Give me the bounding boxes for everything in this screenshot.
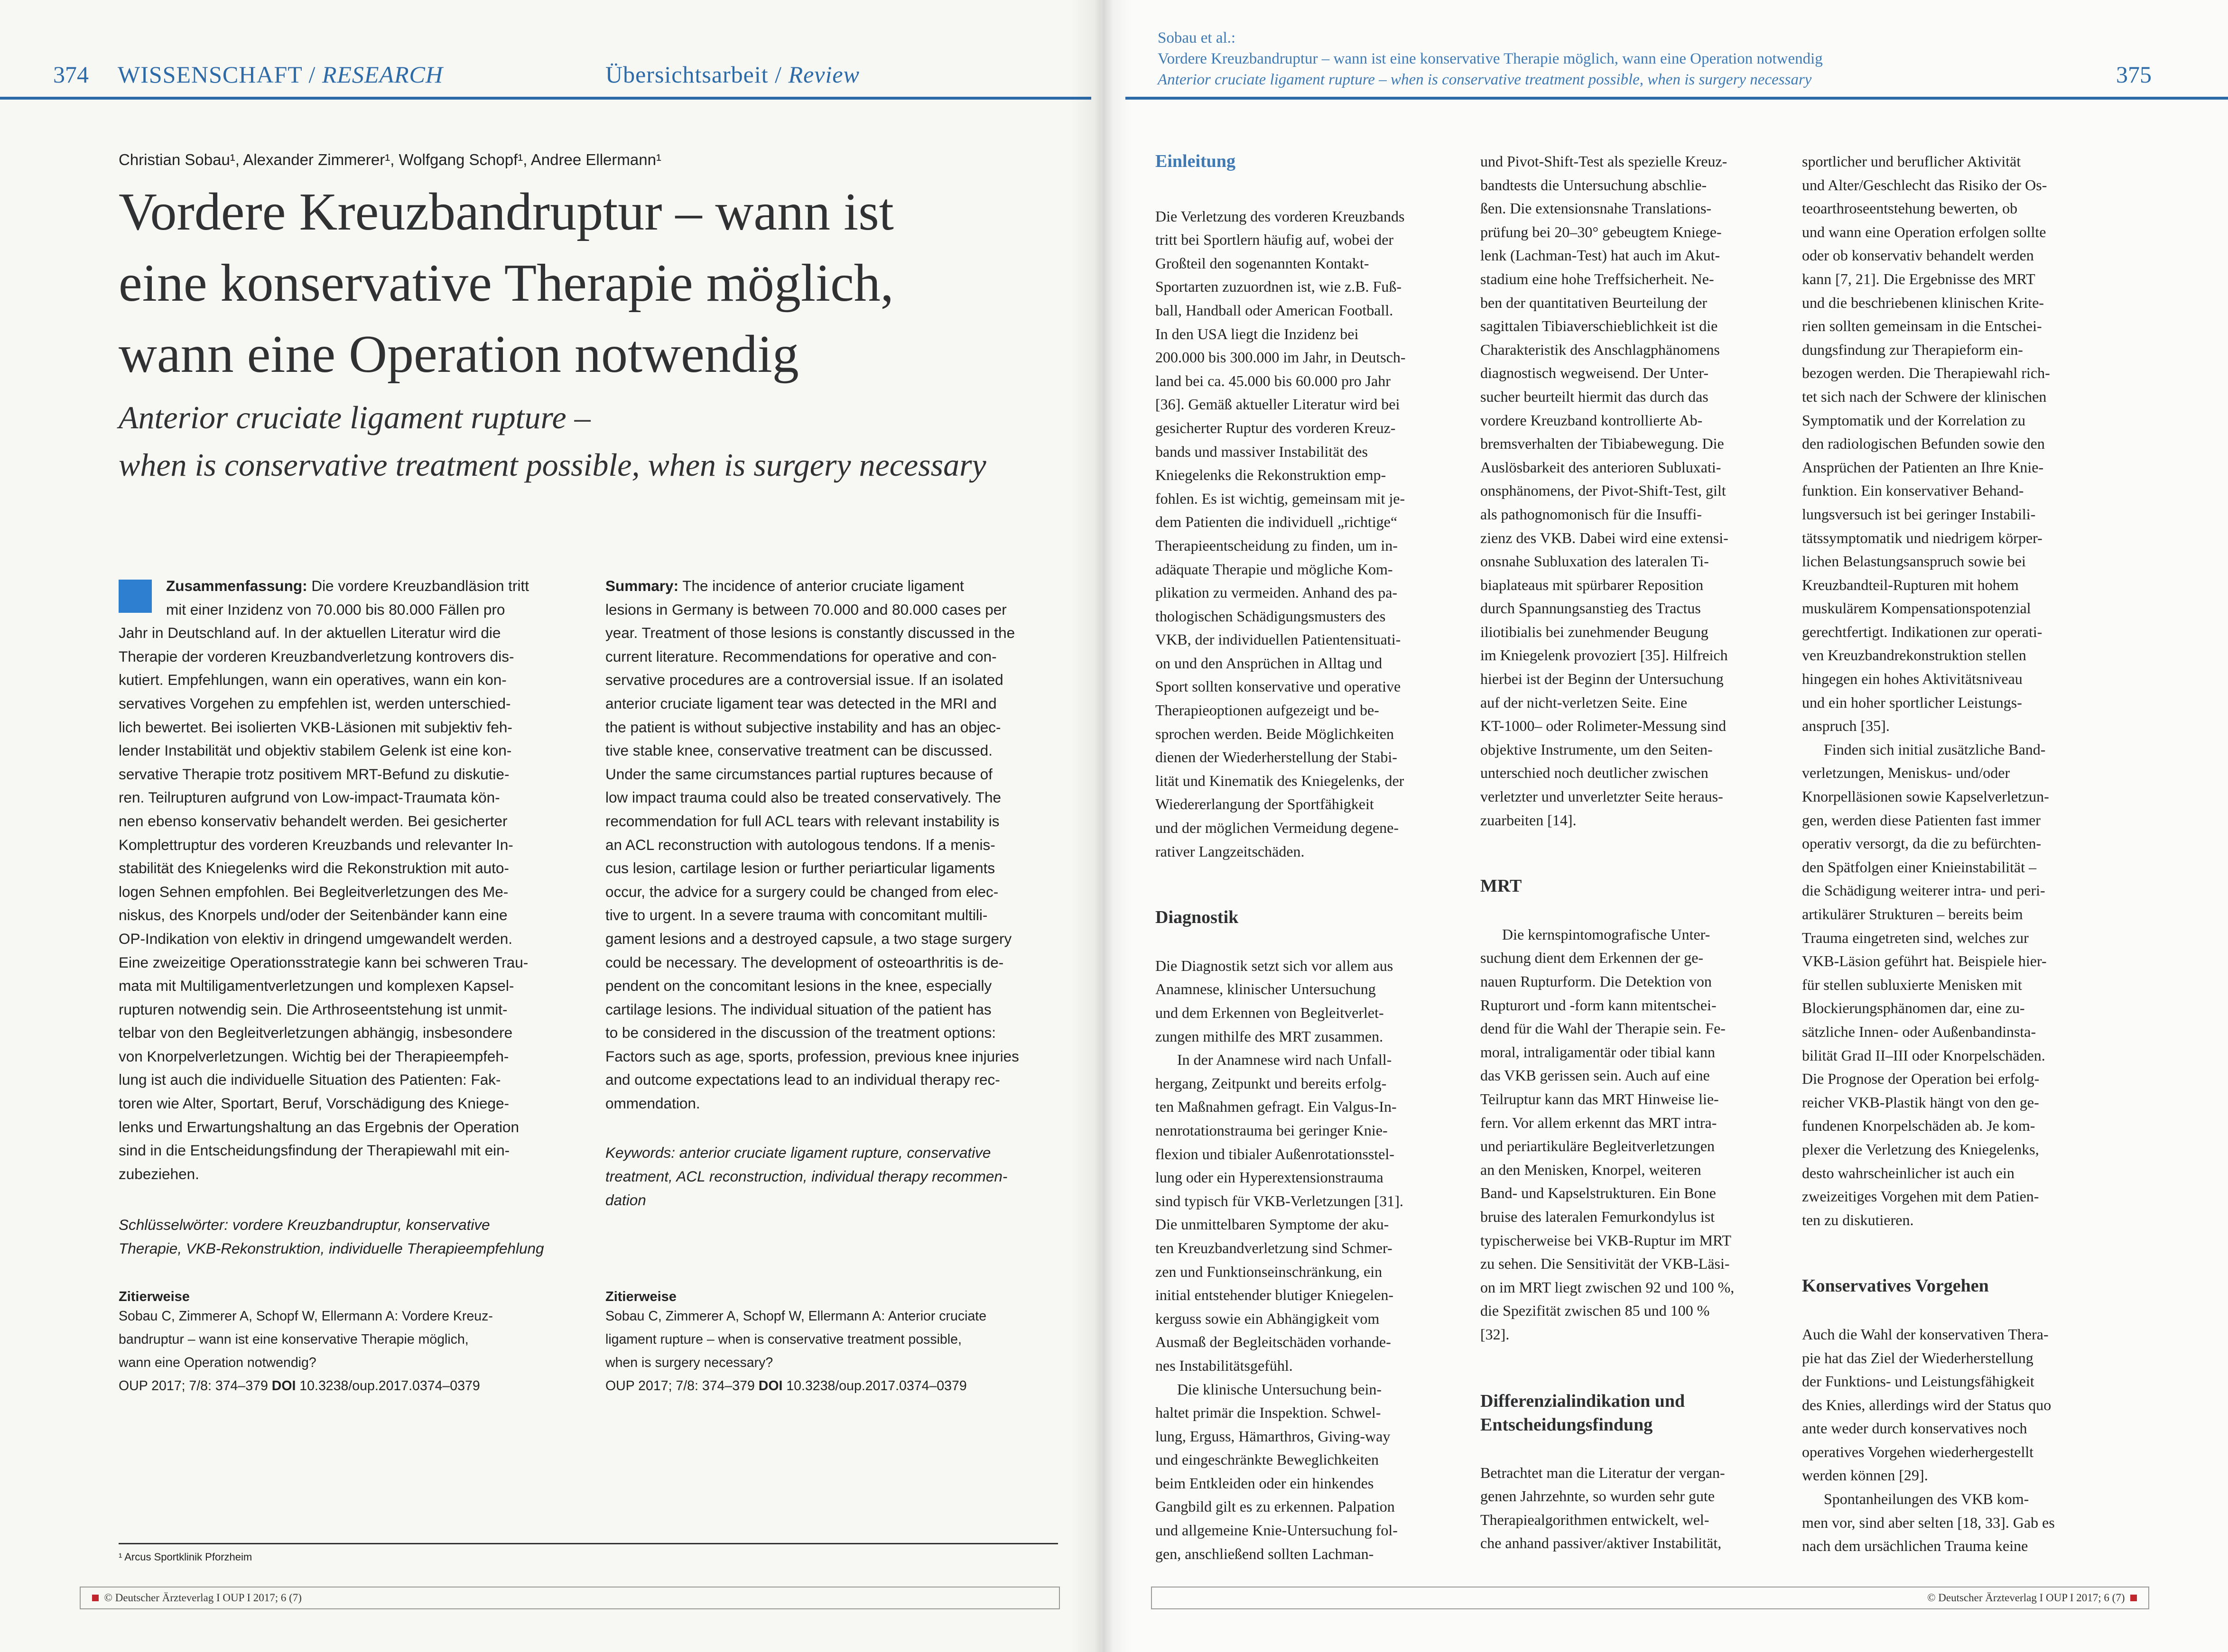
abstract-de-line: Jahr in Deutschland auf. In der aktuellen Literatur wird die	[119, 624, 501, 642]
abstract-en-line: current literature. Recommendations for operative and con-	[605, 647, 997, 665]
citation-de-line: bandruptur – wann ist eine konservative Therapie möglich,	[119, 1332, 469, 1347]
abstract-de-line: mit einer Inzidenz von 70.000 bis 80.000 Fällen pro	[166, 600, 505, 618]
abstract-en-label: Summary:	[605, 577, 679, 594]
header-rule	[0, 97, 1091, 100]
keywords-de-line: Therapie, VKB-Rekonstruktion, individuelle Therapieempfehlung	[119, 1240, 544, 1257]
abstract-de-label: Zusammenfassung:	[166, 577, 307, 594]
abstract-en-line: recommendation for full ACL tears with relevant instability is	[605, 812, 1000, 830]
abstract-de-line: servatives Vorgehen zu empfehlen ist, werden unterschied-	[119, 694, 511, 712]
abstract-de-line: Therapie der vorderen Kreuzbandverletzung kontrovers dis-	[119, 647, 514, 665]
citation-en-line: Sobau C, Zimmerer A, Schopf W, Ellermann A: Anterior cruciate	[605, 1309, 987, 1324]
paragraph-lachman: und Pivot-Shift-Test als spezielle Kreuz- bandtests die Untersuchung abschlie- ßen. Die extensionsnahe Translations- prüfung bei 20–30° gebeugtem Kniege- lenk (Lachman-Test) hat auch im Akut- stadium eine hohe Treffsicherheit. Ne- ben der quantitativen Beurteilung der sagittalen Tibiaverschieblichkeit ist die Charakteristik des Anschlagphänomens diagnostisch wegweisend. Der Unter- sucher beurteilt hiermit das durch das vordere Kreuzband kontrollierte Ab- bremsverhalten der Tibiabewegung. Die Auslösbarkeit des anterioren Subluxati- onsphänomens, der Pivot-Shift-Test, gilt als pathognomonisch für die Insuffi- zienz des VKB. Dabei wird eine extensi- onsnahe Subluxation des lateralen Ti- biaplateaus mit spürbarer Reposition durch Spannungsanstieg des Tractus iliotibialis bei zunehmender Beugung im Kniegelenk provoziert [35]. Hilfreich hierbei ist der Beginn der Untersuchung auf der nicht-verletzen Seite. Eine KT-1000– oder Rolimeter-Messung sind objektive Instrumente, um den Seiten- unterschied noch deutlicher zwischen verletzter und unverletzter Seite heraus- zuarbeiten [14].	[1480, 153, 1728, 829]
doi-label: DOI	[271, 1378, 296, 1394]
abstract-de-line: OP-Indikation von elektiv in dringend umgewandelt werden.	[119, 930, 512, 947]
abstract-en-line: gament lesions and a destroyed capsule, a two stage surgery	[605, 930, 1012, 947]
running-head-authors: Sobau et al.:	[1158, 29, 1236, 46]
paragraph-mrt: Die kernspintomografische Unter- suchung dient dem Erkennen der ge- nauen Rupturform. Die Detektion von Rupturort und -form kann mitentschei- dend für die Wahl der Therapie sein. Fe- moral, intraligamentär oder tibial kann das VKB gerissen sein. Auch auf eine Teilruptur kann das MRT Hinweise lie- fern. Vor allem erkennt das MRT intra- und periartikuläre Begleitverletzungen an den Menisken, Knorpel, weiteren Band- und Kapselstrukturen. Ein Bone bruise des lateralen Femurkondylus ist typischerweise bei VKB-Ruptur im MRT zu sehen. Die Sensitivität der VKB-Läsi- on im MRT liegt zwischen 92 und 100 %, die Spezifität zwischen 85 und 100 % [32].	[1480, 925, 1735, 1343]
left-page	[0, 0, 1101, 1652]
paragraph-diagnostik-1: Die Diagnostik setzt sich vor allem aus Anamnese, klinischer Untersuchung und dem Erkennen von Begleitverlet- zungen mithilfe des MRT zusammen.	[1155, 957, 1393, 1045]
running-head-title-en: Anterior cruciate ligament rupture – when is conservative treatment possible, when is surgery necessary	[1158, 71, 1812, 88]
right-footer-text: © Deutscher Ärzteverlag I OUP I 2017; 6 (7)	[1927, 1592, 2125, 1604]
abstract-en-line: anterior cruciate ligament tear was detected in the MRI and	[605, 694, 997, 712]
paragraph-begleitverletzungen: Finden sich initial zusätzliche Band- verletzungen, Meniskus- und/oder Knorpelläsionen sowie Kapselverletzun- gen, werden diese Patienten fast immer operativ versorgt, da die zu befürchten- den Spätfolgen einer Knieinstabilität – die Schädigung weiterer intra- und peri- artikulärer Strukturen – bereits beim Trauma eingetreten sind, welches zur VKB-Läsion geführt hat. Beispiele hier- für stellen subluxierte Menisken mit Blockierungsphänomen dar, eine zu- sätzliche Innen- oder Außenbandinsta- bilität Grad II–III oder Knorpelschäden. Die Prognose der Operation bei erfolg- reicher VKB-Plastik hängt von den ge- fundenen Knorpelschäden ab. Je kom- plexer die Verletzung des Kniegelenks, desto wahrscheinlicher ist auch ein zweizeitiges Vorgehen mit dem Patien- ten zu diskutieren.	[1802, 740, 2049, 1228]
text-column-2	[1480, 150, 1774, 1555]
article-type-en: Review	[788, 61, 860, 88]
keywords-en-line: treatment, ACL reconstruction, individual therapy recommen-	[605, 1168, 1008, 1185]
abstract-de-line: Eine zweizeitige Operationsstrategie kann bei schweren Trau-	[119, 953, 529, 971]
abstract-de-line: servative Therapie trotz positivem MRT-Befund zu diskutie-	[119, 765, 510, 783]
citation-en-ref: OUP 2017; 7/8: 374–379 DOI 10.3238/oup.2017.0374–0379	[605, 1378, 967, 1394]
abstract-en-line: an ACL reconstruction with autologous tendons. If a menis-	[605, 836, 995, 853]
heading-konservatives-vorgehen: Konservatives Vorgehen	[1802, 1276, 1989, 1296]
abstract-de-line: lender Instabilität und objektiv stabilem Gelenk ist eine kon-	[119, 742, 512, 759]
abstract-de-line: lenks und Erwartungshaltung an das Ergebnis der Operation	[119, 1118, 520, 1135]
affiliation-footnote: ¹ Arcus Sportklinik Pforzheim	[119, 1551, 252, 1563]
abstract-en-line: tive to urgent. In a severe trauma with concomitant multili-	[605, 906, 988, 924]
abstract-en-line: pendent on the concomitant lesions in the knee, especially	[605, 977, 992, 995]
abstract-de-line: nen ebenso konservativ behandelt werden. Bei gesicherter	[119, 812, 508, 830]
author-list: Christian Sobau¹, Alexander Zimmerer¹, Wolfgang Schopf¹, Andree Ellermann¹	[119, 151, 661, 168]
heading-diagnostik: Diagnostik	[1155, 907, 1239, 928]
citation-de-line: Sobau C, Zimmerer A, Schopf W, Ellermann A: Vordere Kreuz-	[119, 1309, 493, 1324]
text-column-1	[1155, 150, 1449, 1566]
right-footer-content	[1927, 1592, 2137, 1604]
subtitle-line: when is conservative treatment possible, when is surgery necessary	[119, 447, 986, 483]
abstract-en-line: could be necessary. The development of osteoarthritis is de-	[605, 953, 1004, 971]
title-line: Vordere Kreuzbandruptur – wann ist	[119, 183, 894, 241]
left-page-number: 374	[53, 61, 89, 88]
abstract-en-line: servative procedures are a controversial issue. If an isolated	[605, 671, 1003, 689]
abstract-en-line: and outcome expectations lead to an individual therapy rec-	[605, 1071, 1000, 1089]
article-type: Übersichtsarbeit / Review	[605, 61, 860, 88]
abstract-de	[119, 574, 569, 1186]
abstract-de-line: zubeziehen.	[119, 1165, 199, 1182]
paragraph-einleitung: Die Verletzung des vorderen Kreuzbands tritt bei Sportlern häufig auf, wobei der Großteil den sogenannten Kontakt- Sportarten zuzuordnen ist, wie z.B. Fuß- ball, Handball oder American Football. In den USA liegt die Inzidenz bei 200.000 bis 300.000 im Jahr, in Deutsch- land bei ca. 45.000 bis 60.000 pro Jahr [36]. Gemäß aktueller Literatur wird bei gesicherter Ruptur des vorderen Kreuz- bands und massiver Instabilität des Kniegelenks die Rekonstruktion emp- fohlen. Es ist wichtig, gemeinsam mit je- dem Patienten die individuell „richtige“ Therapieentscheidung zu finden, um in- adäquate Therapie und mögliche Kom- plikation zu vermeiden. Anhand des pa- thologischen Schädigungsmusters des VKB, der individuellen Patientensituati- on und den Ansprüchen in Alltag und Sport sollten konservative und operative Therapieoptionen aufgezeigt und be- sprochen werden. Beide Möglichkeiten dienen der Wiederherstellung der Stabi- lität und Kinematik des Kniegelenks, der Wiedererlangung der Sportfähigkeit und der möglichen Vermeidung degene- rativer Langzeitschäden.	[1155, 207, 1406, 860]
citation-en-line: ligament rupture – when is conservative treatment possible,	[605, 1332, 962, 1347]
abstract-de-line: ren. Teilrupturen aufgrund von Low-impact-Traumata kön-	[119, 789, 500, 806]
abstract-de-line: lung ist auch die individuelle Situation des Patienten: Fak-	[119, 1071, 501, 1089]
footer-red-square-icon	[92, 1595, 99, 1601]
abstract-en-line: low impact trauma could also be treated conservatively. The	[605, 789, 1001, 806]
right-page	[1101, 0, 2228, 1652]
left-footer-text: © Deutscher Ärzteverlag I OUP I 2017; 6 (7)	[104, 1592, 302, 1604]
abstract-en-line: cus lesion, cartilage lesion or further periarticular ligaments	[605, 859, 995, 877]
citation-en-body	[605, 1305, 1061, 1398]
paragraph-konservativ-1: Auch die Wahl der konservativen Thera- pie hat das Ziel der Wiederherstellung der Funktions- und Leistungsfähigkeit des Knies, allerdings wird der Status quo ante weder durch konservatives noch operatives Vorgehen wiederhergestellt werden können [29].	[1802, 1325, 2052, 1484]
abstract-en-line: Under the same circumstances partial ruptures because of	[605, 765, 993, 783]
abstract-de-line: kutiert. Empfehlungen, wann ein operatives, wann ein kon-	[119, 671, 507, 689]
citation-de-body	[119, 1305, 569, 1398]
article-subtitle	[119, 394, 1068, 489]
right-page-number: 375	[2116, 61, 2152, 88]
keywords-en-line: Keywords: anterior cruciate ligament rupture, conservative	[605, 1144, 991, 1161]
abstract-de-line: niskus, des Knorpels und/oder der Seitenbänder kann eine	[119, 906, 508, 924]
paragraph-diagnostik-3: Die klinische Untersuchung bein- haltet primär die Inspektion. Schwel- lung, Erguss, Hämarthros, Giving-way und eingeschränkte Beweglichkeiten beim Entkleiden oder ein hinkendes Gangbild gilt es zu erkennen. Palpation und allgemeine Knie-Untersuchung fol- gen, anschließend sollten Lachman-	[1155, 1380, 1398, 1562]
abstract-de-line: rupturen notwendig sein. Die Arthroseentstehung ist unmit-	[119, 1000, 508, 1018]
abstract-en-line: cartilage lesions. The individual situation of the patient has	[605, 1000, 992, 1018]
abstract-de-line: stabilität des Kniegelenks wird die Rekonstruktion mit auto-	[119, 859, 509, 877]
abstract-en	[605, 574, 1061, 1116]
section-label-en: RESEARCH	[322, 61, 444, 88]
heading-einleitung: Einleitung	[1155, 151, 1235, 171]
doi-label: DOI	[758, 1378, 783, 1394]
abstract-en-line: Factors such as age, sports, profession, previous knee injuries	[605, 1047, 1019, 1065]
heading-mrt: MRT	[1480, 876, 1522, 896]
abstract-en-line: to be considered in the discussion of the treatment options:	[605, 1024, 996, 1042]
keywords-en-line: dation	[605, 1191, 646, 1209]
citation-en	[605, 1289, 1061, 1398]
citation-de	[119, 1289, 569, 1398]
right-footer	[1151, 1587, 2149, 1609]
paragraph-konservativ-2: Spontanheilungen des VKB kom- men vor, sind aber selten [18, 33]. Gab es nach dem ursächlichen Trauma keine	[1802, 1490, 2055, 1555]
section-label-de: WISSENSCHAFT	[118, 61, 302, 88]
abstract-en-line: ommendation.	[605, 1095, 700, 1112]
keywords-de	[119, 1213, 569, 1260]
left-footer	[80, 1587, 1060, 1609]
abstract-de-line: telbar von den Begleitverletzungen abhängig, insbesondere	[119, 1024, 513, 1042]
article-type-de: Übersichtsarbeit	[605, 61, 769, 88]
citation-de-ref: OUP 2017; 7/8: 374–379 DOI 10.3238/oup.2017.0374–0379	[119, 1378, 480, 1394]
heading-differenzialindikation: Differenzialindikation und Entscheidungsfindung	[1480, 1391, 1685, 1435]
abstract-en-line: year. Treatment of those lesions is constantly discussed in the	[605, 624, 1015, 642]
abstract-en-line: lesions in Germany is between 70.000 and 80.000 cases per	[605, 600, 1007, 618]
abstract-en-line: the patient is without subjective instability and has an objec-	[605, 718, 1001, 736]
subtitle-line: Anterior cruciate ligament rupture –	[119, 399, 591, 435]
abstract-en-line: occur, the advice for a surgery could be changed from elec-	[605, 883, 999, 900]
running-head	[1158, 28, 2059, 90]
citation-de-line: wann eine Operation notwendig?	[119, 1355, 316, 1370]
paragraph-diagnostik-2: In der Anamnese wird nach Unfall- hergang, Zeitpunkt und bereits erfolg- ten Maßnahmen gefragt. Ein Valgus-In- nenrotationstrauma bei geringer Knie- flexion und tibialer Außenrotationsstel- lung oder ein Hyperextensionstrauma sind typisch für VKB-Verletzungen [31]. Die unmittelbaren Symptome der aku- ten Kreuzbandverletzung sind Schmer- zen und Funktionseinschränkung, ein initial entstehender blutiger Kniegelen- kerguss sowie ein Abhängigkeit vom Ausmaß der Begleitschäden vorhande- nes Instabilitätsgefühl.	[1155, 1051, 1403, 1374]
abstract-de-line: logen Sehnen empfohlen. Bei Begleitverletzungen des Me-	[119, 883, 509, 900]
abstract-de-line: mata mit Multiligamentverletzungen und komplexen Kapsel-	[119, 977, 514, 995]
header-rule	[1125, 97, 2228, 100]
paragraph-therapiewahl: sportlicher und beruflicher Aktivität und Alter/Geschlecht das Risiko der Os- teoarthroseentstehung bewerten, ob und wann eine Operation erfolgen sollte oder ob konservativ behandelt werden kann [7, 21]. Die Ergebnisse des MRT und die beschriebenen klinischen Krite- rien sollten gemeinsam in die Entschei- dungsfindung zur Therapieform ein- bezogen werden. Die Therapiewahl rich- tet sich nach der Schwere der klinischen Symptomatik und der Korrelation zu den radiologischen Befunden sowie den Ansprüchen der Patienten an Ihre Knie- funktion. Ein konservativer Behand- lungsversuch ist bei geringer Instabili- tätssymptomatik und niedrigem körper- lichen Belastungsanspruch sowie bei Kreuzbandteil-Rupturen mit hohem muskulärem Kompensationspotenzial gerechtfertigt. Indikationen zur operati- ven Kreuzbandrekonstruktion stellen hingegen ein hohes Aktivitätsniveau und ein hoher sportlicher Leistungs- anspruch [35].	[1802, 153, 2050, 735]
text-column-3	[1802, 150, 2096, 1558]
abstract-de-line: Komplettruptur des vorderen Kreuzbands und relevanter In-	[119, 836, 513, 853]
book-gutter-shadow	[1070, 0, 1132, 1652]
paragraph-differenzialindikation: Betrachtet man die Literatur der vergan- genen Jahrzehnte, so wurden sehr gute Therapiealgorithmen entwickelt, wel- che anhand passiver/aktiver Instabilität,	[1480, 1464, 1725, 1552]
running-head-title-de: Vordere Kreuzbandruptur – wann ist eine konservative Therapie möglich, wann eine Operation notwendig	[1158, 50, 1823, 67]
abstract-de-line: toren wie Alter, Sportart, Beruf, Vorschädigung des Kniege-	[119, 1095, 509, 1112]
title-line: wann eine Operation notwendig	[119, 325, 799, 384]
abstract-de-line: sind in die Entscheidungsfindung der Therapiewahl mit ein-	[119, 1142, 510, 1159]
footer-red-square-icon	[2130, 1595, 2137, 1601]
keywords-de-line: Schlüsselwörter: vordere Kreuzbandruptur, konservative	[119, 1216, 490, 1233]
citation-de-heading: Zitierweise	[119, 1289, 190, 1304]
abstract-de-line: lich bewertet. Bei isolierten VKB-Läsionen mit subjektiv feh-	[119, 718, 512, 736]
citation-en-line: when is surgery necessary?	[605, 1355, 773, 1370]
title-line: eine konservative Therapie möglich,	[119, 254, 894, 313]
keywords-en	[605, 1141, 1061, 1212]
abstract-en-line: Summary: The incidence of anterior cruciate ligament	[605, 577, 964, 594]
footnote-rule	[119, 1543, 1058, 1544]
section-label: WISSENSCHAFT / RESEARCH	[118, 61, 444, 88]
left-footer-content	[92, 1592, 302, 1604]
article-title	[119, 176, 1049, 390]
abstract-de-line: von Knorpelverletzungen. Wichtig bei der Therapieempfeh-	[119, 1047, 509, 1065]
abstract-de-line: Zusammenfassung: Die vordere Kreuzbandläsion tritt	[166, 577, 529, 594]
abstract-en-line: tive stable knee, conservative treatment can be discussed.	[605, 742, 993, 759]
citation-en-heading: Zitierweise	[605, 1289, 677, 1304]
